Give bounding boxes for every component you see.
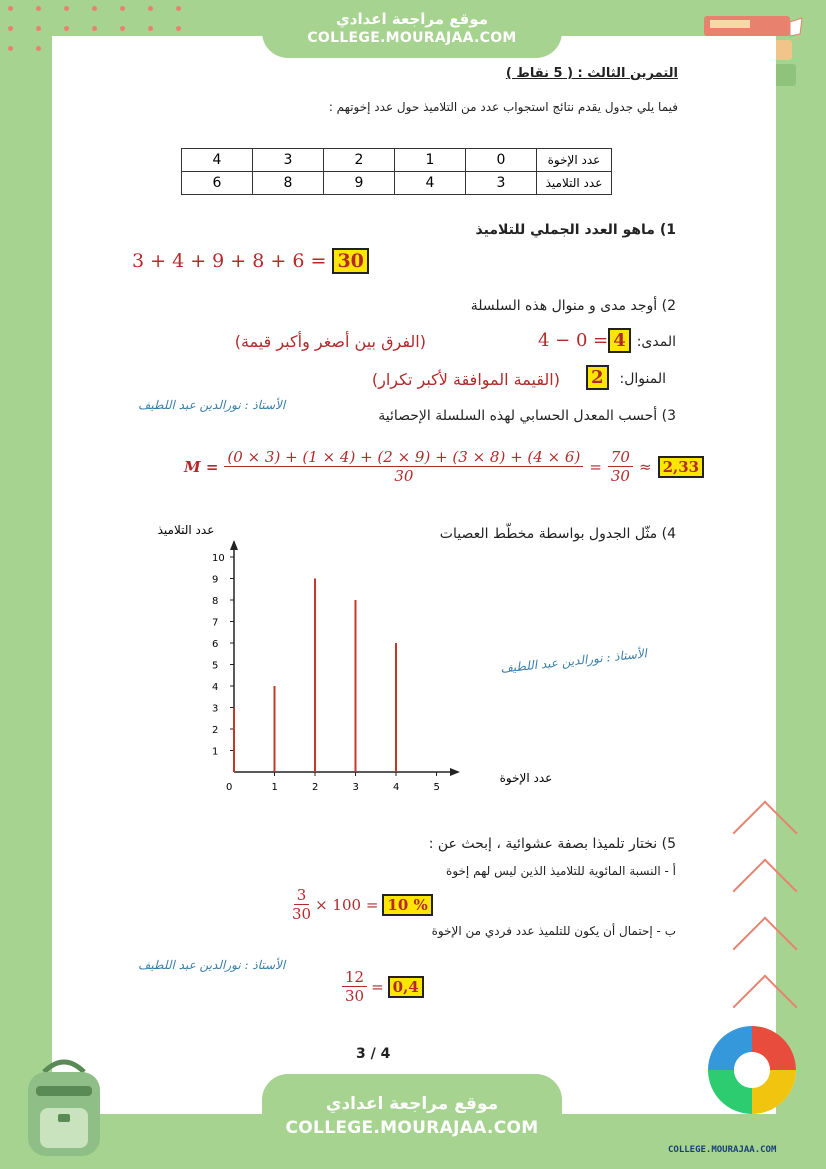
mean-numerator: (0 × 3) + (1 × 4) + (2 × 9) + (3 × 8) + (4 × 6): [224, 448, 583, 467]
teacher-signature: الأستاذ : نورالدين عبد اللطيف: [138, 958, 286, 972]
mean-formula: [184, 448, 704, 485]
teacher-signature: الأستاذ : نورالدين عبد اللطيف: [499, 646, 648, 676]
percentage-fraction: [292, 886, 311, 923]
question-5b-answer: [342, 968, 424, 1005]
question-1-answer: [132, 250, 369, 272]
table-cell: 3: [466, 172, 537, 195]
question-5a-answer: [292, 886, 433, 923]
table-cell: 4: [182, 149, 253, 172]
table-cell: 6: [182, 172, 253, 195]
site-banner-bottom: [262, 1074, 562, 1154]
site-url-link[interactable]: COLLEGE.MOURAJAA.COM: [285, 1118, 539, 1138]
x-tick-label: 3: [352, 782, 359, 793]
y-tick-label: 1: [212, 746, 219, 758]
sum-expression: 3 + 4 + 9 + 8 + 6 =: [132, 250, 327, 272]
question-1-label: 1) ماهو العدد الجملي للتلاميذ: [475, 222, 676, 238]
teacher-signature: الأستاذ : نورالدين عبد اللطيف: [138, 398, 286, 412]
x-tick-label: 4: [393, 782, 400, 793]
y-axis-arrow: [230, 540, 238, 550]
highlighted-answer: 2: [586, 365, 609, 390]
x-tick-label: 5: [433, 782, 440, 793]
table-row: [182, 172, 612, 195]
y-tick-label: 3: [212, 703, 219, 715]
times-hundred: × 100 =: [315, 895, 379, 914]
fraction-numerator: 3: [294, 886, 310, 905]
table-cell: 2: [324, 149, 395, 172]
range-note: (الفرق بين أصغر وأكبر قيمة): [234, 332, 426, 351]
table-row-header: عدد الإخوة: [537, 149, 612, 172]
logo-url: COLLEGE.MOURAJAA.COM: [668, 1145, 777, 1155]
y-tick-label: 9: [212, 574, 219, 586]
question-5b-label: ب - إحتمال أن يكون للتلميذ عدد فردي من الإخوة: [431, 924, 676, 938]
table-row: [182, 149, 612, 172]
approx-sign: ≈: [638, 457, 652, 476]
fraction-denominator: 30: [292, 905, 312, 923]
x-axis-arrow: [450, 768, 460, 776]
probability-fraction: [342, 968, 367, 1005]
range-expression: 4 − 0 =: [538, 330, 609, 351]
range-answer: [538, 330, 631, 351]
y-tick-label: 2: [212, 725, 219, 736]
fraction-denominator: 30: [610, 467, 630, 485]
site-name: موقع مراجعة اعدادي: [336, 10, 488, 28]
y-axis-label: عدد التلاميذ: [157, 523, 215, 537]
x-tick-label: 1: [271, 782, 278, 793]
table-cell: 9: [324, 172, 395, 195]
exercise-intro: فيما يلي جدول يقدم نتائج استجواب عدد من التلاميذ حول عدد إخوتهم :: [328, 100, 678, 114]
y-tick-label: 8: [212, 596, 219, 607]
table-cell: 0: [466, 149, 537, 172]
y-tick-label: 4: [212, 682, 219, 693]
question-4-label: 4) مثّل الجدول بواسطة مخطّط العصيات: [439, 526, 676, 542]
x-axis-label: عدد الإخوة: [499, 771, 553, 785]
table-cell: 1: [395, 149, 466, 172]
y-tick-label: 5: [212, 660, 219, 672]
mode-note: (القيمة الموافقة لأكبر تكرار): [371, 370, 560, 389]
mean-symbol: M =: [184, 457, 219, 476]
mode-label: المنوال:: [619, 371, 666, 387]
page-number: 3 / 4: [356, 1046, 391, 1062]
bar-chart: [140, 520, 560, 810]
fraction-numerator: 12: [342, 968, 367, 987]
table-cell: 8: [253, 172, 324, 195]
site-url-link[interactable]: COLLEGE.MOURAJAA.COM: [307, 30, 517, 46]
chart-ticks: [212, 553, 440, 793]
fraction-numerator: 70: [608, 448, 633, 467]
y-tick-label: 10: [212, 553, 225, 564]
highlighted-answer: 30: [332, 248, 368, 274]
mode-answer: [586, 367, 609, 388]
highlighted-answer: 0,4: [388, 976, 424, 998]
x-tick-label: 0: [226, 782, 233, 793]
site-banner-top: [262, 4, 562, 58]
question-2-label: 2) أوجد مدى و منوال هذه السلسلة: [470, 298, 676, 314]
backpack-illustration: [14, 1052, 114, 1162]
equals-sign: =: [589, 457, 602, 476]
data-table: [181, 148, 612, 195]
chart-bars: [234, 579, 396, 773]
exercise-title: التمرين الثالث : ( 5 نقاط ): [505, 66, 678, 81]
site-name: موقع مراجعة اعدادي: [325, 1094, 499, 1114]
highlighted-answer: 10 %: [382, 894, 432, 916]
y-tick-label: 7: [212, 617, 219, 629]
question-3-label: 3) أحسب المعدل الحسابي لهذه السلسلة الإحصائية: [378, 408, 676, 424]
simplified-fraction: [608, 448, 633, 485]
site-logo[interactable]: [692, 1022, 814, 1122]
highlighted-answer: 4: [608, 328, 631, 353]
table-cell: 3: [253, 149, 324, 172]
mean-denominator: 30: [394, 467, 414, 485]
table-row-header: عدد التلاميذ: [537, 172, 612, 195]
question-5a-label: أ - النسبة المائوية للتلاميذ الذين ليس لهم إخوة: [446, 864, 676, 878]
fraction-denominator: 30: [345, 987, 365, 1005]
mean-fraction: [224, 448, 583, 485]
equals-sign: =: [371, 977, 384, 996]
highlighted-answer: 2,33: [658, 456, 705, 478]
table-cell: 4: [395, 172, 466, 195]
range-label: المدى:: [636, 334, 676, 350]
y-tick-label: 6: [212, 639, 219, 650]
x-tick-label: 2: [312, 782, 319, 793]
question-5-label: 5) نختار تلميذا بصفة عشوائية ، إبحث عن :: [428, 836, 676, 852]
